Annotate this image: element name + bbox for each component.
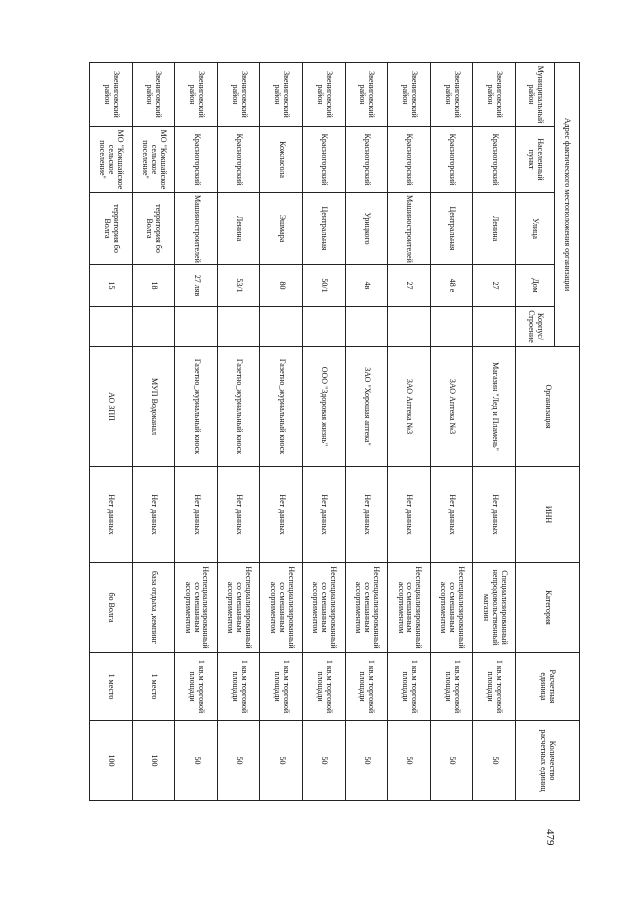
cell-house: 48 е xyxy=(430,265,473,307)
cell-unit: 1 кв.м торговой площади xyxy=(217,653,260,721)
cell-inn: Нет данных xyxy=(175,467,218,563)
cell-district: Звениговский район xyxy=(388,63,431,127)
cell-organization: Газетно_журнальный киоск xyxy=(175,347,218,467)
cell-street: территория бо Волга xyxy=(132,193,175,265)
cell-settlement: Красногорский xyxy=(345,127,388,193)
cell-settlement: Красногорский xyxy=(217,127,260,193)
cell-category: Неспециализированный со смешанным ассортиментом xyxy=(345,563,388,653)
cell-count: 100 xyxy=(132,721,175,801)
cell-inn: Нет данных xyxy=(388,467,431,563)
cell-count: 50 xyxy=(388,721,431,801)
cell-settlement: Красногорский xyxy=(430,127,473,193)
cell-count: 50 xyxy=(345,721,388,801)
cell-settlement: Кожласола xyxy=(260,127,303,193)
table-row xyxy=(132,63,175,801)
cell-street: Центральная xyxy=(303,193,346,265)
cell-unit: 1 кв.м торговой площади xyxy=(175,653,218,721)
cell-inn: Нет данных xyxy=(345,467,388,563)
cell-inn: Нет данных xyxy=(303,467,346,563)
cell-count: 50 xyxy=(473,721,516,801)
cell-district: Звениговский район xyxy=(303,63,346,127)
cell-settlement: Красногорский xyxy=(388,127,431,193)
cell-category: бо Волга xyxy=(90,563,133,653)
table-row xyxy=(90,63,133,801)
cell-organization: ЗАО Аптека №3 xyxy=(430,347,473,467)
cell-organization: АО ЗПП xyxy=(90,347,133,467)
cell-category: Неспециализированный со смешанным ассортиментом xyxy=(303,563,346,653)
cell-district: Звениговский район xyxy=(175,63,218,127)
cell-street: территория бо Волга xyxy=(90,193,133,265)
cell-category: Неспециализированный со смешанным ассортиментом xyxy=(388,563,431,653)
cell-organization: Газетно_журнальный киоск xyxy=(260,347,303,467)
cell-category: Неспециализированный со смешанным ассортиментом xyxy=(217,563,260,653)
cell-district: Звениговский район xyxy=(473,63,516,127)
cell-district: Звениговский район xyxy=(217,63,260,127)
cell-district: Звениговский район xyxy=(430,63,473,127)
column-header-organization: Организация xyxy=(516,347,580,467)
cell-house: 15 xyxy=(90,265,133,307)
address-group-header: Адрес фактического местоположения организации xyxy=(555,63,580,347)
cell-house: 4в xyxy=(345,265,388,307)
cell-count: 100 xyxy=(90,721,133,801)
column-header-unit: Расчетная единица xyxy=(516,653,580,721)
cell-district: Звениговский район xyxy=(260,63,303,127)
cell-settlement: Красногорский xyxy=(473,127,516,193)
table-row xyxy=(175,63,218,801)
cell-settlement: Красногорский xyxy=(303,127,346,193)
cell-district: Звениговский район xyxy=(345,63,388,127)
cell-category: Неспециализированный со смешанным ассортиментом xyxy=(175,563,218,653)
cell-building xyxy=(388,307,431,347)
cell-street: Ленина xyxy=(217,193,260,265)
cell-count: 50 xyxy=(217,721,260,801)
cell-street: Эшмара xyxy=(260,193,303,265)
table-row xyxy=(473,63,516,801)
cell-building xyxy=(175,307,218,347)
cell-settlement: Красногорский xyxy=(175,127,218,193)
cell-count: 50 xyxy=(430,721,473,801)
column-header-settlement: Населенный пункт xyxy=(516,127,555,193)
cell-street: Машиностроителей xyxy=(388,193,431,265)
cell-building xyxy=(90,307,133,347)
table-row xyxy=(430,63,473,801)
cell-category: Неспециализированный со смешанным ассортиментом xyxy=(260,563,303,653)
cell-unit: 1 кв.м торговой площади xyxy=(345,653,388,721)
cell-house: 18 xyxy=(132,265,175,307)
cell-street: Урицкого xyxy=(345,193,388,265)
cell-category: Специализированный непродовольственный магазин xyxy=(473,563,516,653)
cell-building xyxy=(260,307,303,347)
table-row xyxy=(260,63,303,801)
cell-house: 27 ляв xyxy=(175,265,218,307)
column-header-count: Количество расчетных единиц xyxy=(516,721,580,801)
cell-organization: ООО "Здоровая жизнь" xyxy=(303,347,346,467)
column-header-district: Муниципальный район xyxy=(516,63,555,127)
table-row xyxy=(388,63,431,801)
table-row xyxy=(345,63,388,801)
cell-unit: 1 кв.м торговой площади xyxy=(473,653,516,721)
cell-house: 80 xyxy=(260,265,303,307)
cell-building xyxy=(473,307,516,347)
cell-house: 50/1 xyxy=(303,265,346,307)
cell-building xyxy=(345,307,388,347)
cell-building xyxy=(132,307,175,347)
cell-settlement: МО "Кокшайское сельское поселение" xyxy=(90,127,133,193)
cell-organization: Газетно_журнальный киоск xyxy=(217,347,260,467)
cell-inn: Нет данных xyxy=(473,467,516,563)
cell-category: Неспециализированный со смешанным ассортиментом xyxy=(430,563,473,653)
cell-street: Центральная xyxy=(430,193,473,265)
table-row xyxy=(217,63,260,801)
cell-unit: 1 кв.м торговой площади xyxy=(260,653,303,721)
cell-settlement: МО "Кокшайское сельское поселение" xyxy=(132,127,175,193)
cell-count: 50 xyxy=(175,721,218,801)
cell-organization: ЗАО Аптека №3 xyxy=(388,347,431,467)
cell-unit: 1 кв.м торговой площади xyxy=(388,653,431,721)
rotated-table-container xyxy=(89,62,580,800)
cell-district: Звениговский район xyxy=(132,63,175,127)
column-header-street: Улица xyxy=(516,193,555,265)
column-header-inn: ИНН xyxy=(516,467,580,563)
cell-building xyxy=(217,307,260,347)
cell-organization: ЗАО "Хорошая аптека" xyxy=(345,347,388,467)
page-number: 479 xyxy=(544,829,556,846)
cell-house: 53/1 xyxy=(217,265,260,307)
cell-street: Машиностроителей xyxy=(175,193,218,265)
cell-inn: Нет данных xyxy=(217,467,260,563)
cell-organization: Магазин "Лед и Пламень" xyxy=(473,347,516,467)
cell-district: Звениговский район xyxy=(90,63,133,127)
column-header-house: Дом xyxy=(516,265,555,307)
cell-unit: 1 место xyxy=(90,653,133,721)
cell-organization: МУП Водоканал xyxy=(132,347,175,467)
cell-unit: 1 кв.м торговой площади xyxy=(430,653,473,721)
cell-inn: Нет данных xyxy=(430,467,473,563)
cell-count: 50 xyxy=(303,721,346,801)
cell-count: 50 xyxy=(260,721,303,801)
cell-building xyxy=(430,307,473,347)
column-header-category: Категория xyxy=(516,563,580,653)
cell-building xyxy=(303,307,346,347)
cell-inn: Нет данных xyxy=(90,467,133,563)
cell-house: 27 xyxy=(473,265,516,307)
cell-street: Ленина xyxy=(473,193,516,265)
cell-unit: 1 кв.м торговой площади xyxy=(303,653,346,721)
column-header-building: Корпус/ Строение xyxy=(516,307,555,347)
cell-inn: Нет данных xyxy=(132,467,175,563)
table-row xyxy=(303,63,346,801)
cell-unit: 1 место xyxy=(132,653,175,721)
cell-house: 27 xyxy=(388,265,431,307)
cell-category: база отдыха ,кемпинг xyxy=(132,563,175,653)
cell-inn: Нет данных xyxy=(260,467,303,563)
organization-table xyxy=(89,62,580,801)
